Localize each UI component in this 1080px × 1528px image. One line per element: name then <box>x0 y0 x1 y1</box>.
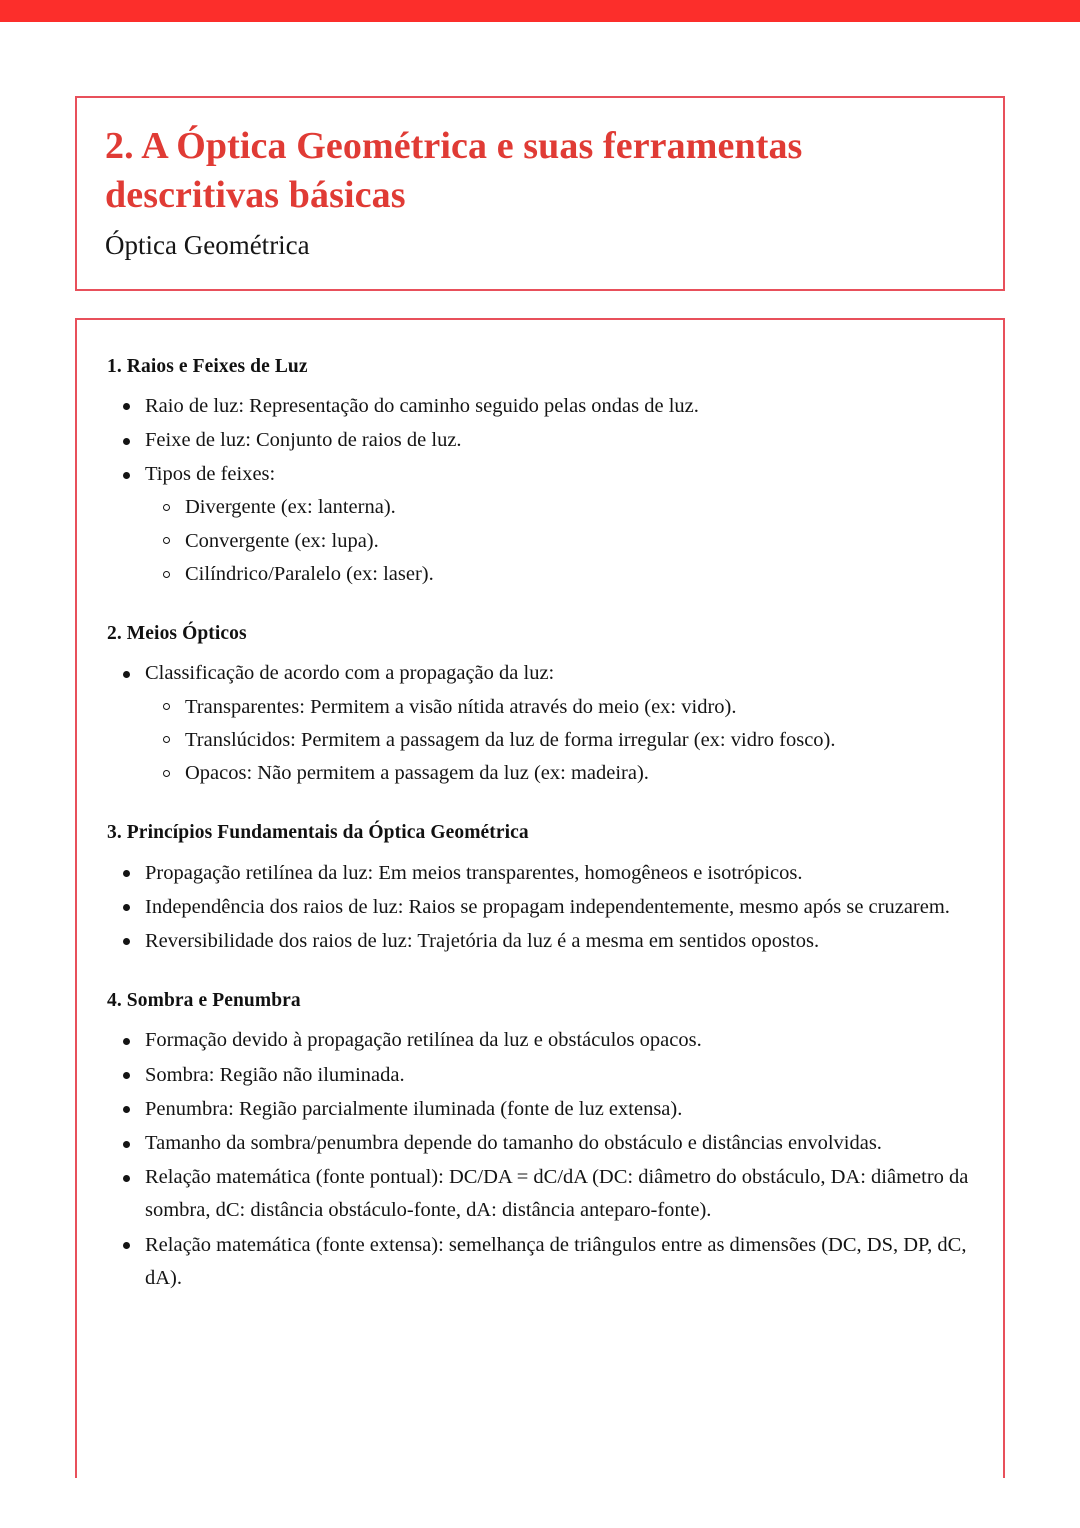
sections-container <box>107 354 973 1296</box>
list-item <box>143 891 973 924</box>
bullet-circle-icon <box>163 736 170 743</box>
bullet-disc-icon <box>123 1038 130 1045</box>
page-title: 2. A Óptica Geométrica e suas ferramentas descritivas básicas <box>105 125 803 217</box>
sub-list-item-label: Transparentes: Permitem a visão nítida através do meio (ex: vidro). <box>185 695 737 718</box>
bullet-disc-icon <box>123 1141 130 1148</box>
list-item-label: Feixe de luz: Conjunto de raios de luz. <box>145 429 462 452</box>
list-item <box>143 1059 973 1092</box>
section <box>107 621 973 790</box>
bullet-circle-icon <box>163 703 170 710</box>
bullet-list <box>107 390 973 591</box>
bullet-circle-icon <box>163 504 170 511</box>
bullet-circle-icon <box>163 770 170 777</box>
sub-list-item-label: Divergente (ex: lanterna). <box>185 496 396 519</box>
top-accent-bar <box>0 0 1080 22</box>
sub-list-item <box>185 558 973 591</box>
sub-list-item-label: Opacos: Não permitem a passagem da luz (ex: madeira). <box>185 761 649 784</box>
list-item-label: Relação matemática (fonte extensa): semelhança de triângulos entre as dimensões (DC, DS, DP, dC, dA). <box>145 1233 967 1289</box>
sub-list-item-label: Translúcidos: Permitem a passagem da luz de forma irregular (ex: vidro fosco). <box>185 728 836 751</box>
bullet-disc-icon <box>123 403 130 410</box>
page-subtitle: Óptica Geométrica <box>105 229 310 260</box>
list-item-label: Tipos de feixes: <box>145 463 276 486</box>
list-item <box>143 424 973 457</box>
list-item-label: Independência dos raios de luz: Raios se propagam independentemente, mesmo após se cruzarem. <box>145 895 950 918</box>
list-item <box>143 1127 973 1160</box>
bullet-disc-icon <box>123 1175 130 1182</box>
sub-list-item-label: Convergente (ex: lupa). <box>185 529 379 552</box>
sub-list-item <box>185 491 973 524</box>
section-heading: 1. Raios e Feixes de Luz <box>107 355 308 377</box>
list-item-label: Formação devido à propagação retilínea da luz e obstáculos opacos. <box>145 1029 702 1052</box>
list-item-label: Penumbra: Região parcialmente iluminada (fonte de luz extensa). <box>145 1097 683 1120</box>
bullet-disc-icon <box>123 904 130 911</box>
list-item-label: Tamanho da sombra/penumbra depende do tamanho do obstáculo e distâncias envolvidas. <box>145 1132 882 1155</box>
section-heading: 4. Sombra e Penumbra <box>107 990 301 1012</box>
bullet-disc-icon <box>123 671 130 678</box>
bullet-disc-icon <box>123 1072 130 1079</box>
section-heading: 2. Meios Ópticos <box>107 623 247 645</box>
bullet-disc-icon <box>123 870 130 877</box>
list-item <box>143 1161 973 1227</box>
title-box <box>75 96 1005 291</box>
sub-list-item <box>185 757 973 790</box>
section <box>107 820 973 958</box>
list-item-label: Raio de luz: Representação do caminho seguido pelas ondas de luz. <box>145 394 699 417</box>
list-item-label: Relação matemática (fonte pontual): DC/DA = dC/dA (DC: diâmetro do obstáculo, DA: diâmetro da sombra, dC: distância obstáculo-fonte, dA: distância anteparo-fonte). <box>145 1166 969 1222</box>
bullet-disc-icon <box>123 1106 130 1113</box>
list-item <box>143 1024 973 1057</box>
sub-bullet-list <box>145 691 973 791</box>
section <box>107 988 973 1295</box>
content-wrapper <box>0 96 1080 1478</box>
bullet-disc-icon <box>123 472 130 479</box>
list-item-label: Reversibilidade dos raios de luz: Trajetória da luz é a mesma em sentidos opostos. <box>145 929 820 952</box>
list-item <box>143 657 973 790</box>
bullet-disc-icon <box>123 438 130 445</box>
section <box>107 354 973 592</box>
sub-list-item <box>185 525 973 558</box>
list-item <box>143 1229 973 1295</box>
bullet-list <box>107 1024 973 1295</box>
bullet-circle-icon <box>163 537 170 544</box>
list-item <box>143 857 973 890</box>
list-item-label: Propagação retilínea da luz: Em meios transparentes, homogêneos e isotrópicos. <box>145 861 803 884</box>
sub-list-item <box>185 691 973 724</box>
sub-list-item <box>185 724 973 757</box>
body-box <box>75 318 1005 1478</box>
list-item-label: Classificação de acordo com a propagação da luz: <box>145 662 555 685</box>
sub-bullet-list <box>145 491 973 591</box>
list-item <box>143 925 973 958</box>
list-item-label: Sombra: Região não iluminada. <box>145 1063 405 1086</box>
list-item <box>143 458 973 591</box>
section-heading: 3. Princípios Fundamentais da Óptica Geométrica <box>107 822 529 844</box>
bullet-disc-icon <box>123 938 130 945</box>
bullet-list <box>107 657 973 790</box>
list-item <box>143 390 973 423</box>
sub-list-item-label: Cilíndrico/Paralelo (ex: laser). <box>185 562 434 585</box>
bullet-list <box>107 857 973 959</box>
bullet-disc-icon <box>123 1242 130 1249</box>
list-item <box>143 1093 973 1126</box>
bullet-circle-icon <box>163 571 170 578</box>
